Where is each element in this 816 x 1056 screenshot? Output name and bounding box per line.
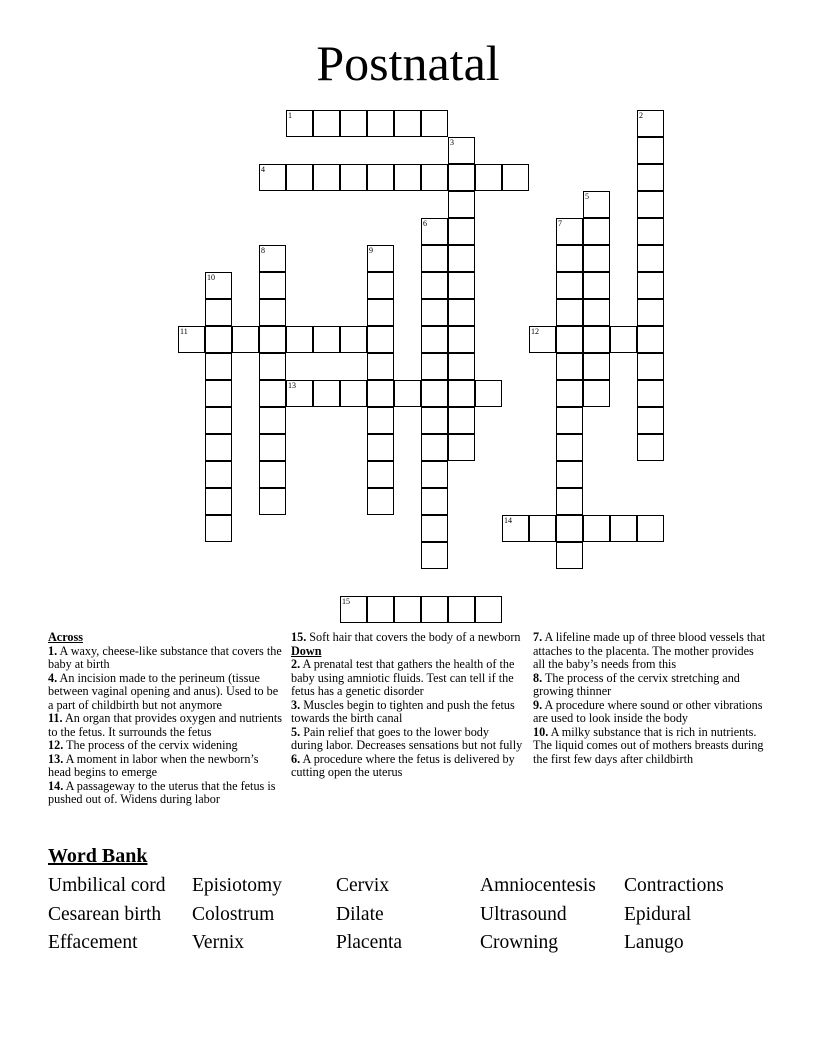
grid-cell[interactable] <box>448 218 475 245</box>
grid-cell[interactable] <box>340 596 367 623</box>
across-header: Across <box>48 630 83 644</box>
grid-cell[interactable] <box>556 218 583 245</box>
word-bank-word: Episiotomy <box>192 875 282 896</box>
grid-cell[interactable] <box>394 164 421 191</box>
clue-num: 1. <box>48 643 58 658</box>
grid-cell[interactable] <box>232 326 259 353</box>
clue-text: The process of the cervix widening <box>66 738 238 752</box>
clue <box>48 739 283 753</box>
word-bank-word: Amniocentesis <box>480 875 596 896</box>
grid-cell[interactable] <box>367 326 394 353</box>
grid-cell[interactable] <box>556 488 583 515</box>
grid-cell[interactable] <box>637 326 664 353</box>
grid-cell[interactable] <box>448 596 475 623</box>
grid-cell[interactable] <box>205 380 232 407</box>
grid-cell[interactable] <box>448 407 475 434</box>
clue <box>291 726 523 753</box>
clue-number: 7 <box>558 219 562 228</box>
clue <box>291 631 523 645</box>
grid-cell[interactable] <box>421 110 448 137</box>
word-bank-word: Lanugo <box>624 932 684 953</box>
grid-cell[interactable] <box>583 326 610 353</box>
grid-cell[interactable] <box>583 218 610 245</box>
grid-cell[interactable] <box>259 380 286 407</box>
grid-cell[interactable] <box>205 515 232 542</box>
grid-cell[interactable] <box>556 380 583 407</box>
grid-cell[interactable] <box>610 326 637 353</box>
grid-cell[interactable] <box>367 272 394 299</box>
grid-cell[interactable] <box>610 515 637 542</box>
clue-text: Muscles begin to tighten and push the fetus towards the birth canal <box>291 697 515 725</box>
clues-column-1 <box>48 631 283 807</box>
grid-cell[interactable] <box>637 191 664 218</box>
grid-cell[interactable] <box>556 407 583 434</box>
clue-number: 6 <box>423 219 427 228</box>
clue-text: Soft hair that covers the body of a newborn <box>309 630 521 644</box>
grid-cell[interactable] <box>637 245 664 272</box>
grid-cell[interactable] <box>259 245 286 272</box>
clue-number: 11 <box>180 327 188 336</box>
grid-cell[interactable] <box>367 380 394 407</box>
grid-cell[interactable] <box>529 326 556 353</box>
clue-number: 9 <box>369 246 373 255</box>
clue-num: 4. <box>48 670 58 685</box>
clue-text: A passageway to the uterus that the fetus is pushed out of. Widens during labor <box>48 778 276 806</box>
clue <box>291 699 523 726</box>
word-bank-word: Cesarean birth <box>48 904 162 925</box>
clue-number: 4 <box>261 165 265 174</box>
grid-cell[interactable] <box>421 434 448 461</box>
grid-cell[interactable] <box>556 272 583 299</box>
clue <box>533 631 768 672</box>
grid-cell[interactable] <box>583 380 610 407</box>
clue-text: A waxy, cheese-like substance that covers the baby at birth <box>48 643 282 671</box>
clue-num: 3. <box>291 697 301 712</box>
clue <box>48 753 283 780</box>
clue-text: An incision made to the perineum (tissue between vaginal opening and anus). Used to be a part of childbirth but not anymore <box>48 670 279 712</box>
clue-text: A procedure where the fetus is delivered by cutting open the uterus <box>291 751 515 779</box>
grid-cell[interactable] <box>205 272 232 299</box>
grid-cell[interactable] <box>286 380 313 407</box>
grid-cell[interactable] <box>421 542 448 569</box>
grid-cell[interactable] <box>637 407 664 434</box>
grid-cell[interactable] <box>556 434 583 461</box>
grid-cell[interactable] <box>178 326 205 353</box>
grid-cell[interactable] <box>448 272 475 299</box>
grid-cell[interactable] <box>367 110 394 137</box>
grid-cell[interactable] <box>367 596 394 623</box>
grid-cell[interactable] <box>556 461 583 488</box>
grid-cell[interactable] <box>448 380 475 407</box>
grid-cell[interactable] <box>421 245 448 272</box>
clue <box>48 780 283 807</box>
grid-cell[interactable] <box>286 326 313 353</box>
word-bank-word: Epidural <box>624 904 692 925</box>
grid-cell[interactable] <box>475 164 502 191</box>
clue-number: 2 <box>639 111 643 120</box>
grid-cell[interactable] <box>421 515 448 542</box>
grid-cell[interactable] <box>448 191 475 218</box>
grid-cell[interactable] <box>583 353 610 380</box>
grid-cell[interactable] <box>421 461 448 488</box>
grid-cell[interactable] <box>421 164 448 191</box>
grid-cell[interactable] <box>475 380 502 407</box>
grid-cell[interactable] <box>367 164 394 191</box>
word-bank-word: Cervix <box>336 875 390 896</box>
grid-cell[interactable] <box>556 515 583 542</box>
clue <box>48 645 283 672</box>
grid-cell[interactable] <box>205 488 232 515</box>
clue <box>533 726 768 767</box>
grid-cell[interactable] <box>583 515 610 542</box>
word-bank-word: Dilate <box>336 904 384 925</box>
grid-cell[interactable] <box>367 461 394 488</box>
clue-text: A milky substance that is rich in nutrients. The liquid comes out of mothers breasts during the first few days after childbirth <box>533 724 764 766</box>
grid-cell[interactable] <box>421 353 448 380</box>
grid-cell[interactable] <box>259 326 286 353</box>
grid-cell[interactable] <box>259 461 286 488</box>
clue-num: 11. <box>48 711 63 725</box>
grid-cell[interactable] <box>637 218 664 245</box>
grid-cell[interactable] <box>394 110 421 137</box>
grid-cell[interactable] <box>367 299 394 326</box>
grid-cell[interactable] <box>367 407 394 434</box>
clue-text: An organ that provides oxygen and nutrients to the fetus. It surrounds the fetus <box>48 711 283 739</box>
clue <box>48 712 283 739</box>
grid-cell[interactable] <box>556 299 583 326</box>
clue-num: 5. <box>291 724 301 739</box>
grid-cell[interactable] <box>583 272 610 299</box>
grid-cell[interactable] <box>421 407 448 434</box>
clue-number: 15 <box>342 597 350 606</box>
grid-cell[interactable] <box>583 191 610 218</box>
grid-cell[interactable] <box>259 434 286 461</box>
grid-cell[interactable] <box>205 353 232 380</box>
word-bank-word: Umbilical cord <box>48 875 166 896</box>
grid-cell[interactable] <box>421 380 448 407</box>
grid-cell[interactable] <box>340 110 367 137</box>
puzzle-title: Postnatal <box>316 35 500 91</box>
word-bank-title: Word Bank <box>48 845 148 867</box>
grid-cell[interactable] <box>259 353 286 380</box>
grid-cell[interactable] <box>205 299 232 326</box>
grid-cell[interactable] <box>475 596 502 623</box>
word-bank-word: Ultrasound <box>480 904 567 925</box>
word-bank-word: Colostrum <box>192 904 275 925</box>
grid-cell[interactable] <box>394 380 421 407</box>
grid-cell[interactable] <box>340 164 367 191</box>
clue-num: 2. <box>291 657 301 671</box>
grid-cell[interactable] <box>556 326 583 353</box>
grid-cell[interactable] <box>583 299 610 326</box>
grid-cell[interactable] <box>259 488 286 515</box>
grid-cell[interactable] <box>448 164 475 191</box>
clue-text: A procedure where sound or other vibrations are used to look inside the body <box>533 697 763 725</box>
grid-cell[interactable] <box>583 245 610 272</box>
grid-cell[interactable] <box>556 542 583 569</box>
clue-num: 13. <box>48 751 64 766</box>
grid-cell[interactable] <box>421 299 448 326</box>
clue <box>48 672 283 713</box>
grid-cell[interactable] <box>448 326 475 353</box>
clue-number: 10 <box>207 273 215 282</box>
grid-cell[interactable] <box>340 380 367 407</box>
clue-number: 8 <box>261 246 265 255</box>
grid-cell[interactable] <box>394 596 421 623</box>
grid-cell[interactable] <box>286 164 313 191</box>
grid-cell[interactable] <box>448 299 475 326</box>
grid-cell[interactable] <box>367 353 394 380</box>
grid-cell[interactable] <box>313 326 340 353</box>
clues-column-2 <box>291 631 523 780</box>
grid-cell[interactable] <box>637 353 664 380</box>
word-bank-word: Contractions <box>624 875 724 896</box>
grid-cell[interactable] <box>367 245 394 272</box>
grid-cell[interactable] <box>421 218 448 245</box>
clues-column-3 <box>533 631 768 766</box>
down-header: Down <box>291 643 322 658</box>
clue-text: A lifeline made up of three blood vessels that attaches to the placenta. The mother provides all the baby’s needs from this <box>533 630 766 671</box>
clue-num: 7. <box>533 630 543 644</box>
grid-cell[interactable] <box>448 137 475 164</box>
grid-cell[interactable] <box>205 461 232 488</box>
grid-cell[interactable] <box>286 110 313 137</box>
clue-text: The process of the cervix stretching and growing thinner <box>533 670 740 698</box>
grid-cell[interactable] <box>637 434 664 461</box>
word-bank-word: Effacement <box>48 932 138 953</box>
grid-cell[interactable] <box>421 596 448 623</box>
grid-cell[interactable] <box>637 272 664 299</box>
clue-num: 8. <box>533 670 543 685</box>
clue-num: 6. <box>291 751 301 766</box>
grid-cell[interactable] <box>367 434 394 461</box>
grid-cell[interactable] <box>637 515 664 542</box>
grid-cell[interactable] <box>313 380 340 407</box>
grid-cell[interactable] <box>367 488 394 515</box>
clue <box>291 753 523 780</box>
grid-cell[interactable] <box>637 164 664 191</box>
grid-cell[interactable] <box>448 353 475 380</box>
grid-cell[interactable] <box>529 515 556 542</box>
word-bank-word: Crowning <box>480 932 558 953</box>
grid-cell[interactable] <box>259 407 286 434</box>
clue <box>533 699 768 726</box>
grid-cell[interactable] <box>637 137 664 164</box>
grid-cell[interactable] <box>448 245 475 272</box>
clue-number: 13 <box>288 381 296 390</box>
grid-cell[interactable] <box>502 515 529 542</box>
grid-cell[interactable] <box>502 164 529 191</box>
clue <box>533 672 768 699</box>
grid-cell[interactable] <box>637 380 664 407</box>
clue-number: 12 <box>531 327 539 336</box>
clue-number: 1 <box>288 111 292 120</box>
grid-cell[interactable] <box>637 299 664 326</box>
grid-cell[interactable] <box>313 110 340 137</box>
grid-cell[interactable] <box>448 434 475 461</box>
clue-number: 14 <box>504 516 512 525</box>
grid-cell[interactable] <box>205 434 232 461</box>
clue-num: 12. <box>48 738 64 752</box>
grid-cell[interactable] <box>313 164 340 191</box>
grid-cell[interactable] <box>637 110 664 137</box>
grid-cell[interactable] <box>421 326 448 353</box>
grid-cell[interactable] <box>421 272 448 299</box>
grid-cell[interactable] <box>421 488 448 515</box>
clue-num: 15. <box>291 630 307 644</box>
clue-num: 10. <box>533 724 549 739</box>
grid-cell[interactable] <box>205 407 232 434</box>
clue-num: 14. <box>48 778 64 793</box>
grid-cell[interactable] <box>259 299 286 326</box>
clue-number: 3 <box>450 138 454 147</box>
grid-cell[interactable] <box>205 326 232 353</box>
grid-cell[interactable] <box>259 272 286 299</box>
word-bank-word: Placenta <box>336 932 403 953</box>
clue-num: 9. <box>533 697 543 712</box>
grid-cell[interactable] <box>556 245 583 272</box>
clue <box>291 658 523 699</box>
grid-cell[interactable] <box>340 326 367 353</box>
clue-text: A moment in labor when the newborn’s head begins to emerge <box>48 751 259 779</box>
clue-text: A prenatal test that gathers the health of the baby using amniotic fluids. Test can tell if the fetus has a genetic disorder <box>291 657 515 698</box>
grid-cell[interactable] <box>259 164 286 191</box>
word-bank-word: Vernix <box>192 932 244 953</box>
grid-cell[interactable] <box>556 353 583 380</box>
clue-text: Pain relief that goes to the lower body during labor. Decreases sensations but not fully <box>291 724 523 752</box>
clue-number: 5 <box>585 192 589 201</box>
